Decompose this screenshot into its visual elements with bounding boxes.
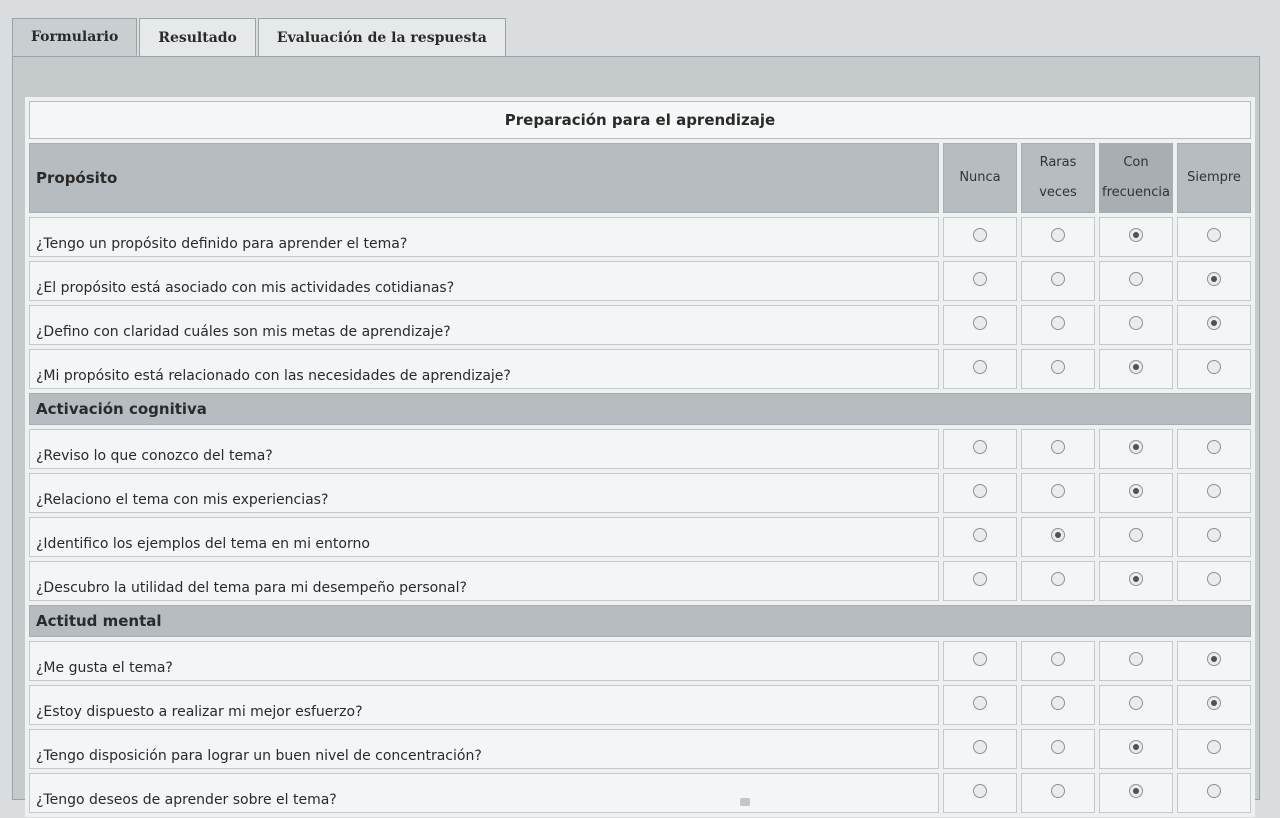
form-panel — [12, 56, 1260, 808]
radio-option[interactable] — [1051, 484, 1065, 498]
tab-evaluacion[interactable]: Evaluación de la respuesta — [258, 18, 506, 56]
option-cell — [1177, 429, 1251, 469]
column-header: Con frecuencia — [1099, 143, 1173, 213]
radio-option[interactable] — [1129, 360, 1143, 374]
option-cell — [1021, 561, 1095, 601]
option-cell — [1021, 261, 1095, 301]
question-row — [29, 217, 1251, 257]
radio-option[interactable] — [1051, 528, 1065, 542]
option-cell — [1177, 641, 1251, 681]
radio-option[interactable] — [1207, 784, 1221, 798]
option-cell — [1021, 217, 1095, 257]
option-cell — [1177, 561, 1251, 601]
option-cell — [943, 217, 1017, 257]
question-text: ¿Tengo disposición para lograr un buen nivel de concentración? — [29, 729, 939, 769]
column-header: Raras veces — [1021, 143, 1095, 213]
question-row — [29, 349, 1251, 389]
radio-option[interactable] — [1207, 484, 1221, 498]
radio-option[interactable] — [1129, 272, 1143, 286]
option-cell — [1099, 561, 1173, 601]
option-cell — [1021, 773, 1095, 813]
question-text: ¿Defino con claridad cuáles son mis metas de aprendizaje? — [29, 305, 939, 345]
column-header: Siempre — [1177, 143, 1251, 213]
radio-option[interactable] — [973, 784, 987, 798]
option-cell — [943, 517, 1017, 557]
radio-option[interactable] — [973, 228, 987, 242]
radio-option[interactable] — [1129, 696, 1143, 710]
option-cell — [1177, 773, 1251, 813]
option-cell — [1021, 685, 1095, 725]
question-row — [29, 429, 1251, 469]
radio-option[interactable] — [1207, 740, 1221, 754]
option-cell — [1177, 473, 1251, 513]
option-cell — [1177, 349, 1251, 389]
option-cell — [943, 773, 1017, 813]
radio-option[interactable] — [1129, 784, 1143, 798]
option-cell — [943, 429, 1017, 469]
question-row — [29, 561, 1251, 601]
section-title: Propósito — [29, 143, 939, 213]
question-text: ¿Reviso lo que conozco del tema? — [29, 429, 939, 469]
option-cell — [943, 349, 1017, 389]
radio-option[interactable] — [1207, 696, 1221, 710]
question-text: ¿Descubro la utilidad del tema para mi desempeño personal? — [29, 561, 939, 601]
option-cell — [1021, 641, 1095, 681]
option-cell — [1099, 217, 1173, 257]
radio-option[interactable] — [1051, 440, 1065, 454]
radio-option[interactable] — [973, 572, 987, 586]
radio-option[interactable] — [1051, 572, 1065, 586]
radio-option[interactable] — [1207, 360, 1221, 374]
option-cell — [1099, 685, 1173, 725]
question-row — [29, 473, 1251, 513]
option-cell — [1021, 517, 1095, 557]
option-cell — [1099, 729, 1173, 769]
option-cell — [1099, 305, 1173, 345]
question-text: ¿El propósito está asociado con mis actividades cotidianas? — [29, 261, 939, 301]
tab-resultado[interactable]: Resultado — [139, 18, 256, 56]
form-title: Preparación para el aprendizaje — [29, 101, 1251, 139]
radio-option[interactable] — [1051, 360, 1065, 374]
question-text: ¿Relaciono el tema con mis experiencias? — [29, 473, 939, 513]
radio-option[interactable] — [1207, 272, 1221, 286]
radio-option[interactable] — [1051, 228, 1065, 242]
radio-option[interactable] — [1051, 272, 1065, 286]
radio-option[interactable] — [973, 740, 987, 754]
question-row — [29, 305, 1251, 345]
radio-option[interactable] — [973, 528, 987, 542]
radio-option[interactable] — [1051, 696, 1065, 710]
option-cell — [943, 729, 1017, 769]
radio-option[interactable] — [1051, 740, 1065, 754]
question-row — [29, 685, 1251, 725]
question-text: ¿Mi propósito está relacionado con las necesidades de aprendizaje? — [29, 349, 939, 389]
option-cell — [943, 641, 1017, 681]
radio-option[interactable] — [1051, 784, 1065, 798]
column-header: Nunca — [943, 143, 1017, 213]
option-cell — [1021, 729, 1095, 769]
radio-option[interactable] — [1051, 316, 1065, 330]
radio-option[interactable] — [973, 484, 987, 498]
option-cell — [943, 473, 1017, 513]
radio-option[interactable] — [1129, 528, 1143, 542]
radio-option[interactable] — [1129, 316, 1143, 330]
section-title: Actitud mental — [29, 605, 1251, 637]
question-text: ¿Tengo un propósito definido para aprender el tema? — [29, 217, 939, 257]
question-text: ¿Estoy dispuesto a realizar mi mejor esfuerzo? — [29, 685, 939, 725]
radio-option[interactable] — [973, 440, 987, 454]
question-row — [29, 261, 1251, 301]
radio-option[interactable] — [1207, 440, 1221, 454]
option-cell — [1021, 429, 1095, 469]
option-cell — [943, 305, 1017, 345]
option-cell — [1099, 261, 1173, 301]
option-cell — [1177, 729, 1251, 769]
option-cell — [1099, 349, 1173, 389]
radio-option[interactable] — [1207, 572, 1221, 586]
option-cell — [1099, 473, 1173, 513]
survey-table — [25, 97, 1255, 817]
section-header-row — [29, 143, 1251, 213]
section-header-row — [29, 393, 1251, 425]
radio-option[interactable] — [1207, 316, 1221, 330]
option-cell — [1021, 305, 1095, 345]
radio-option[interactable] — [1207, 228, 1221, 242]
tab-bar — [12, 18, 508, 58]
option-cell — [1099, 641, 1173, 681]
section-title: Activación cognitiva — [29, 393, 1251, 425]
option-cell — [1177, 217, 1251, 257]
resize-grip[interactable] — [740, 798, 750, 806]
option-cell — [1099, 429, 1173, 469]
option-cell — [1177, 685, 1251, 725]
option-cell — [943, 261, 1017, 301]
question-row — [29, 729, 1251, 769]
option-cell — [1099, 773, 1173, 813]
question-row — [29, 641, 1251, 681]
radio-option[interactable] — [973, 360, 987, 374]
radio-option[interactable] — [1207, 528, 1221, 542]
radio-option[interactable] — [1129, 440, 1143, 454]
radio-option[interactable] — [973, 652, 987, 666]
option-cell — [1099, 517, 1173, 557]
radio-option[interactable] — [973, 316, 987, 330]
option-cell — [1177, 517, 1251, 557]
question-text: ¿Identifico los ejemplos del tema en mi entorno — [29, 517, 939, 557]
radio-option[interactable] — [1051, 652, 1065, 666]
radio-option[interactable] — [973, 272, 987, 286]
tab-formulario[interactable]: Formulario — [12, 18, 137, 56]
radio-option[interactable] — [1129, 572, 1143, 586]
option-cell — [1177, 305, 1251, 345]
option-cell — [943, 685, 1017, 725]
question-text: ¿Tengo deseos de aprender sobre el tema? — [29, 773, 939, 813]
radio-option[interactable] — [1129, 484, 1143, 498]
radio-option[interactable] — [1207, 652, 1221, 666]
section-header-row — [29, 605, 1251, 637]
radio-option[interactable] — [973, 696, 987, 710]
radio-option[interactable] — [1129, 652, 1143, 666]
option-cell — [1021, 349, 1095, 389]
question-row — [29, 773, 1251, 813]
radio-option[interactable] — [1129, 228, 1143, 242]
question-row — [29, 517, 1251, 557]
question-text: ¿Me gusta el tema? — [29, 641, 939, 681]
option-cell — [943, 561, 1017, 601]
radio-option[interactable] — [1129, 740, 1143, 754]
option-cell — [1177, 261, 1251, 301]
option-cell — [1021, 473, 1095, 513]
